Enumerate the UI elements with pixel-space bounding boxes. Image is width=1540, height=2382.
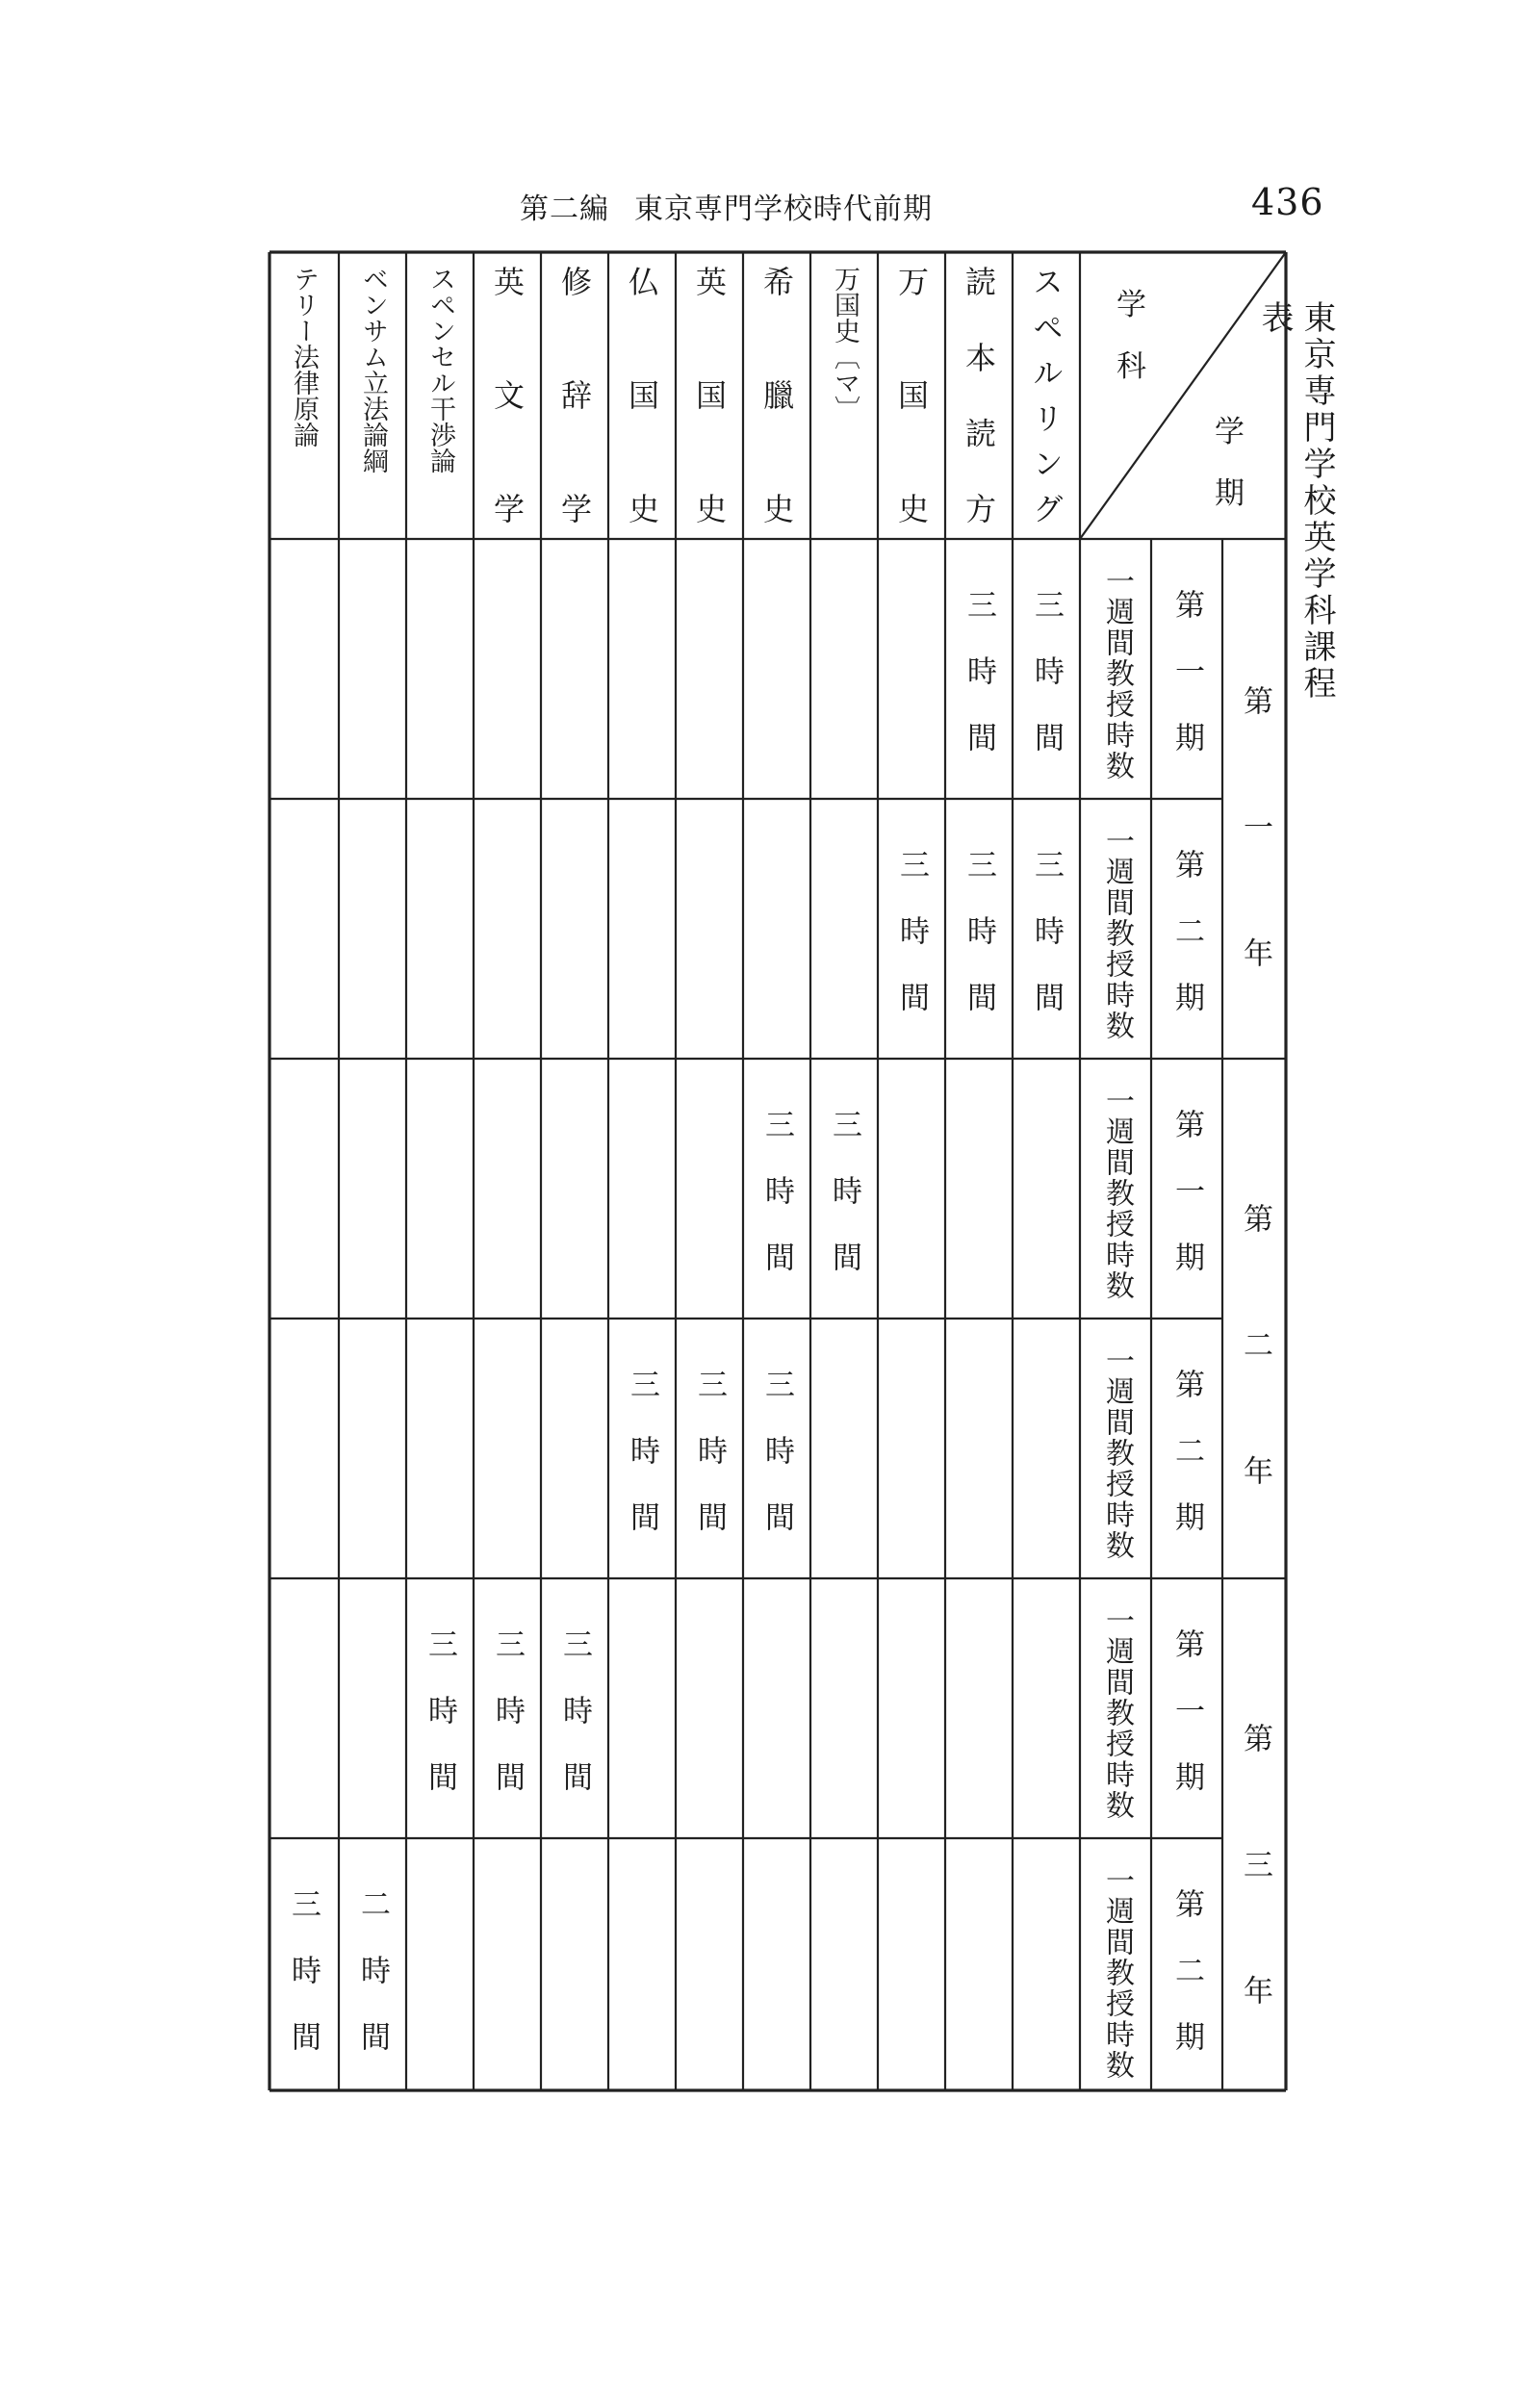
term-label: 第二期 bbox=[1169, 1369, 1204, 1568]
year-3-label: 第三年 bbox=[1238, 1723, 1272, 2101]
section-label: 第二編 bbox=[520, 192, 609, 226]
weekly-hours-label: 一週間教授時数 bbox=[1100, 1345, 1134, 1561]
year-1-label: 第一年 bbox=[1238, 685, 1272, 1063]
subject-english-history: 英国史 bbox=[691, 266, 728, 524]
hours-cell: 三時間 bbox=[557, 1628, 592, 1828]
hours-cell: 三時間 bbox=[490, 1628, 525, 1828]
term-label: 第一期 bbox=[1169, 1109, 1204, 1308]
section-title: 東京専門学校時代前期 bbox=[634, 192, 933, 226]
hours-cell: 三時間 bbox=[759, 1109, 794, 1308]
hours-cell: 二時間 bbox=[355, 1888, 390, 2087]
subject-rhetoric: 修辞学 bbox=[556, 266, 593, 524]
subject-french-history: 仏国史 bbox=[624, 266, 660, 524]
hours-cell: 三時間 bbox=[962, 589, 996, 788]
subject-terry: テリー法律原論 bbox=[289, 266, 319, 448]
weekly-hours-label: 一週間教授時数 bbox=[1100, 826, 1134, 1041]
subject-spencer: スペンセル干渉論 bbox=[425, 266, 455, 474]
hours-cell: 三時間 bbox=[625, 1369, 659, 1568]
table-title: 東京専門学校英学科課程表 bbox=[1255, 300, 1336, 703]
weekly-hours-label: 一週間教授時数 bbox=[1100, 1086, 1134, 1301]
corner-subject-label: 学 科 bbox=[1116, 288, 1146, 384]
weekly-hours-label: 一週間教授時数 bbox=[1100, 1865, 1134, 2081]
subject-world-history: 万国史 bbox=[893, 266, 930, 524]
subject-reader-reading: 読本読方 bbox=[961, 266, 997, 524]
year-2-label: 第二年 bbox=[1238, 1203, 1272, 1581]
term-label: 第二期 bbox=[1169, 849, 1204, 1048]
weekly-hours-label: 一週間教授時数 bbox=[1100, 566, 1134, 781]
hours-cell: 三時間 bbox=[759, 1369, 794, 1568]
hours-cell: 三時間 bbox=[1029, 849, 1064, 1048]
term-label: 第一期 bbox=[1169, 1628, 1204, 1828]
subject-world-history-note: 万国史〔マ〕 bbox=[830, 266, 860, 422]
hours-cell: 三時間 bbox=[692, 1369, 727, 1568]
hours-cell: 三時間 bbox=[423, 1628, 457, 1828]
term-label: 第二期 bbox=[1169, 1888, 1204, 2087]
weekly-hours-label: 一週間教授時数 bbox=[1100, 1605, 1134, 1821]
subject-greek-history: 希臘史 bbox=[758, 266, 795, 524]
hours-cell: 三時間 bbox=[894, 849, 929, 1048]
subject-english-literature: 英文学 bbox=[489, 266, 526, 524]
page-number: 436 bbox=[1251, 181, 1324, 223]
hours-cell: 三時間 bbox=[286, 1888, 321, 2087]
hours-cell: 三時間 bbox=[962, 849, 996, 1048]
corner-term-label: 学 期 bbox=[1215, 415, 1245, 511]
hours-cell: 三時間 bbox=[827, 1109, 861, 1308]
subject-spelling: スペルリング bbox=[1028, 266, 1065, 524]
subject-bentham: ベンサム立法論綱 bbox=[358, 266, 388, 474]
term-label: 第一期 bbox=[1169, 589, 1204, 788]
hours-cell: 三時間 bbox=[1029, 589, 1064, 788]
